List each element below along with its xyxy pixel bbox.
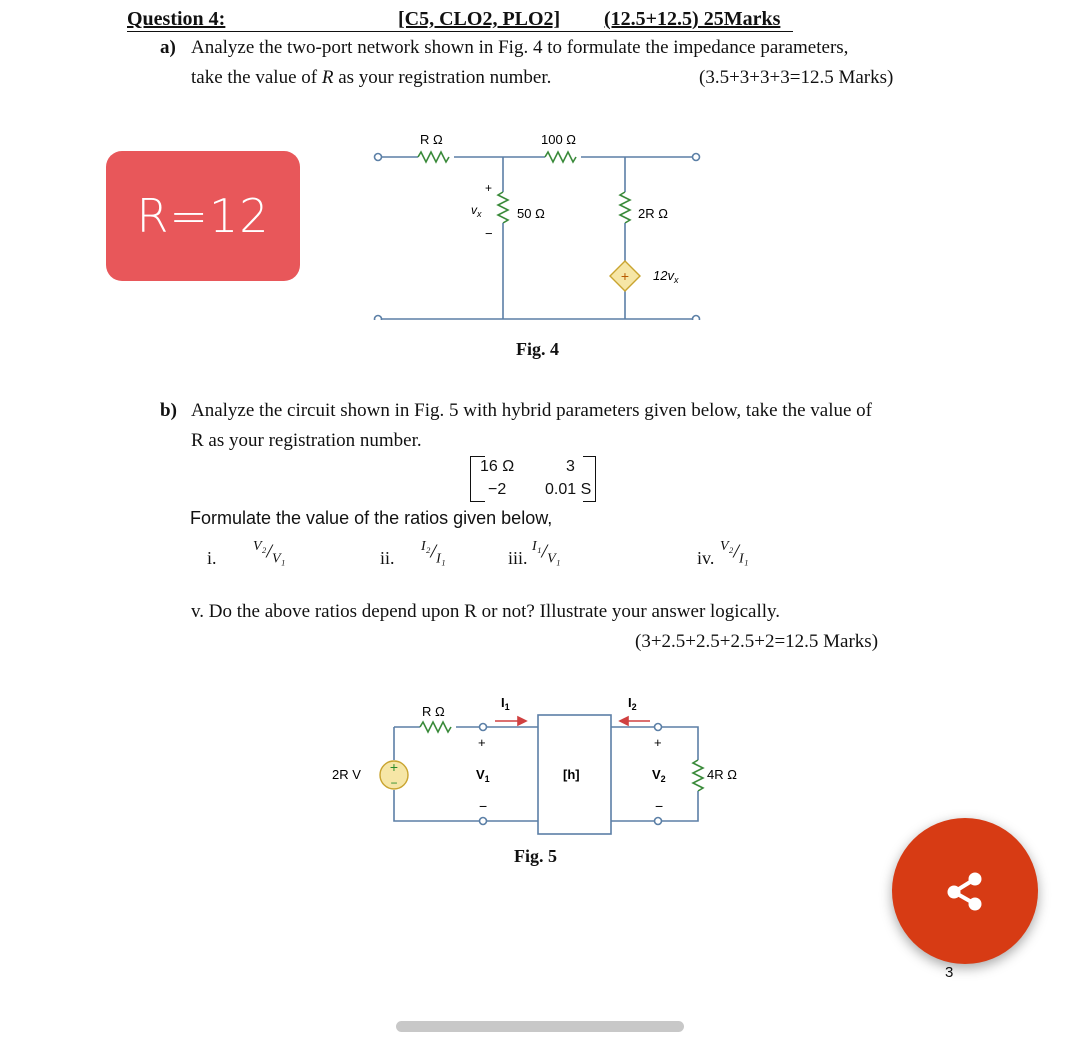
- marks-label: (12.5+12.5) 25Marks: [604, 8, 781, 30]
- question-v: v. Do the above ratios depend upon R or not? Illustrate your answer logically.: [191, 601, 781, 622]
- fig4-circuit: [360, 120, 720, 320]
- part-a-marks: (3.5+3+3+3=12.5 Marks): [699, 67, 894, 88]
- clo-label: [C5, CLO2, PLO2]: [398, 8, 561, 30]
- matrix-b: 3: [566, 458, 575, 475]
- part-a-line2: take the value of R as your registration number.: [191, 67, 552, 88]
- registration-badge: R=12: [106, 151, 300, 281]
- part-a-letter: a): [160, 37, 176, 58]
- share-button[interactable]: [892, 818, 1038, 964]
- fig4-2r-label: 2R Ω: [638, 206, 668, 221]
- fig5-resistor-4r: [693, 760, 703, 791]
- ratio-ii-num: ii.: [380, 548, 395, 568]
- scrollbar[interactable]: [396, 1021, 684, 1032]
- fig4-terminal-br: [693, 316, 700, 321]
- matrix-d: 0.01 S: [545, 481, 592, 498]
- fig5-terminal-tl: [480, 724, 487, 731]
- ratio-iii-num: iii.: [508, 548, 528, 568]
- question-label: Question 4:: [127, 8, 226, 30]
- fig4-vx-minus: −: [485, 226, 493, 241]
- part-b-line1: Analyze the circuit shown in Fig. 5 with hybrid parameters given below, take the value of: [191, 400, 872, 421]
- ratio-ii: $^{I_2}/_{I_1}$: [421, 539, 446, 567]
- fig4-100-label: 100 Ω: [541, 132, 577, 147]
- fig4-terminal-bl: [375, 316, 382, 321]
- fig5-h-label: [h]: [563, 767, 580, 782]
- part-b-marks: (3+2.5+2.5+2.5+2=12.5 Marks): [635, 631, 879, 652]
- part-b-letter: b): [160, 400, 177, 421]
- fig5-terminal-br: [655, 818, 662, 825]
- heading-underline: [127, 31, 793, 32]
- ratio-iv-num: iv.: [697, 548, 715, 568]
- fig4-source-label: $12v_x$: [653, 268, 679, 285]
- fig5-v2-minus: −: [655, 798, 664, 814]
- fig4-caption: Fig. 4: [516, 339, 559, 359]
- fig5-src-minus: −: [390, 776, 398, 790]
- fig4-resistor-50: [498, 192, 508, 223]
- fig4-resistor-r: [418, 152, 449, 162]
- fig5-v1-minus: −: [479, 798, 488, 814]
- fig4-vx-plus: +: [485, 181, 493, 195]
- ratio-i: $^{V_2}/_{V_1}$: [253, 539, 286, 567]
- formulate-text: Formulate the value of the ratios given below,: [190, 508, 553, 528]
- fig5-v2-plus: +: [654, 735, 662, 750]
- fig4-r-label: R Ω: [420, 132, 443, 147]
- fig5-src-plus: +: [389, 759, 399, 775]
- fig4-50-label: 50 Ω: [517, 206, 545, 221]
- ratio-iii: $^{I_1}/_{V_1}$: [532, 539, 561, 567]
- fig5-caption: Fig. 5: [514, 846, 557, 866]
- fig4-source-plus: +: [620, 268, 630, 284]
- part-b-line2: R as your registration number.: [191, 430, 422, 451]
- fig5-v1-plus: +: [478, 735, 486, 750]
- page-number: 3: [945, 964, 954, 981]
- share-icon: [941, 867, 989, 915]
- matrix-a: 16 Ω: [480, 458, 515, 475]
- fig4-vx-label: $v_x$: [471, 203, 482, 219]
- fig5-i1-label: $I_1$: [501, 695, 510, 712]
- part-a-line1: Analyze the two-port network shown in Fig. 4 to formulate the impedance parameters,: [191, 37, 849, 58]
- fig5-v2-label: $V_2$: [652, 767, 666, 784]
- fig5-resistor-r: [420, 722, 451, 732]
- fig5-terminal-tr: [655, 724, 662, 731]
- fig4-resistor-2r: [620, 192, 630, 223]
- ratio-i-num: i.: [207, 548, 217, 568]
- fig5-v1-label: $V_1$: [476, 767, 490, 784]
- fig5-r-label: R Ω: [422, 704, 445, 719]
- fig4-resistor-100: [545, 152, 576, 162]
- ratio-iv: $^{V_2}/_{I_1}$: [720, 539, 749, 567]
- matrix-c: −2: [488, 481, 507, 498]
- fig5-terminal-bl: [480, 818, 487, 825]
- fig5-circuit: [320, 690, 740, 835]
- fig4-terminal-tr: [693, 154, 700, 161]
- fig5-load-label: 4R Ω: [707, 767, 737, 782]
- fig4-terminal-tl: [375, 154, 382, 161]
- fig5-i2-label: $I_2$: [628, 695, 637, 712]
- fig5-src-label: 2R V: [332, 767, 361, 782]
